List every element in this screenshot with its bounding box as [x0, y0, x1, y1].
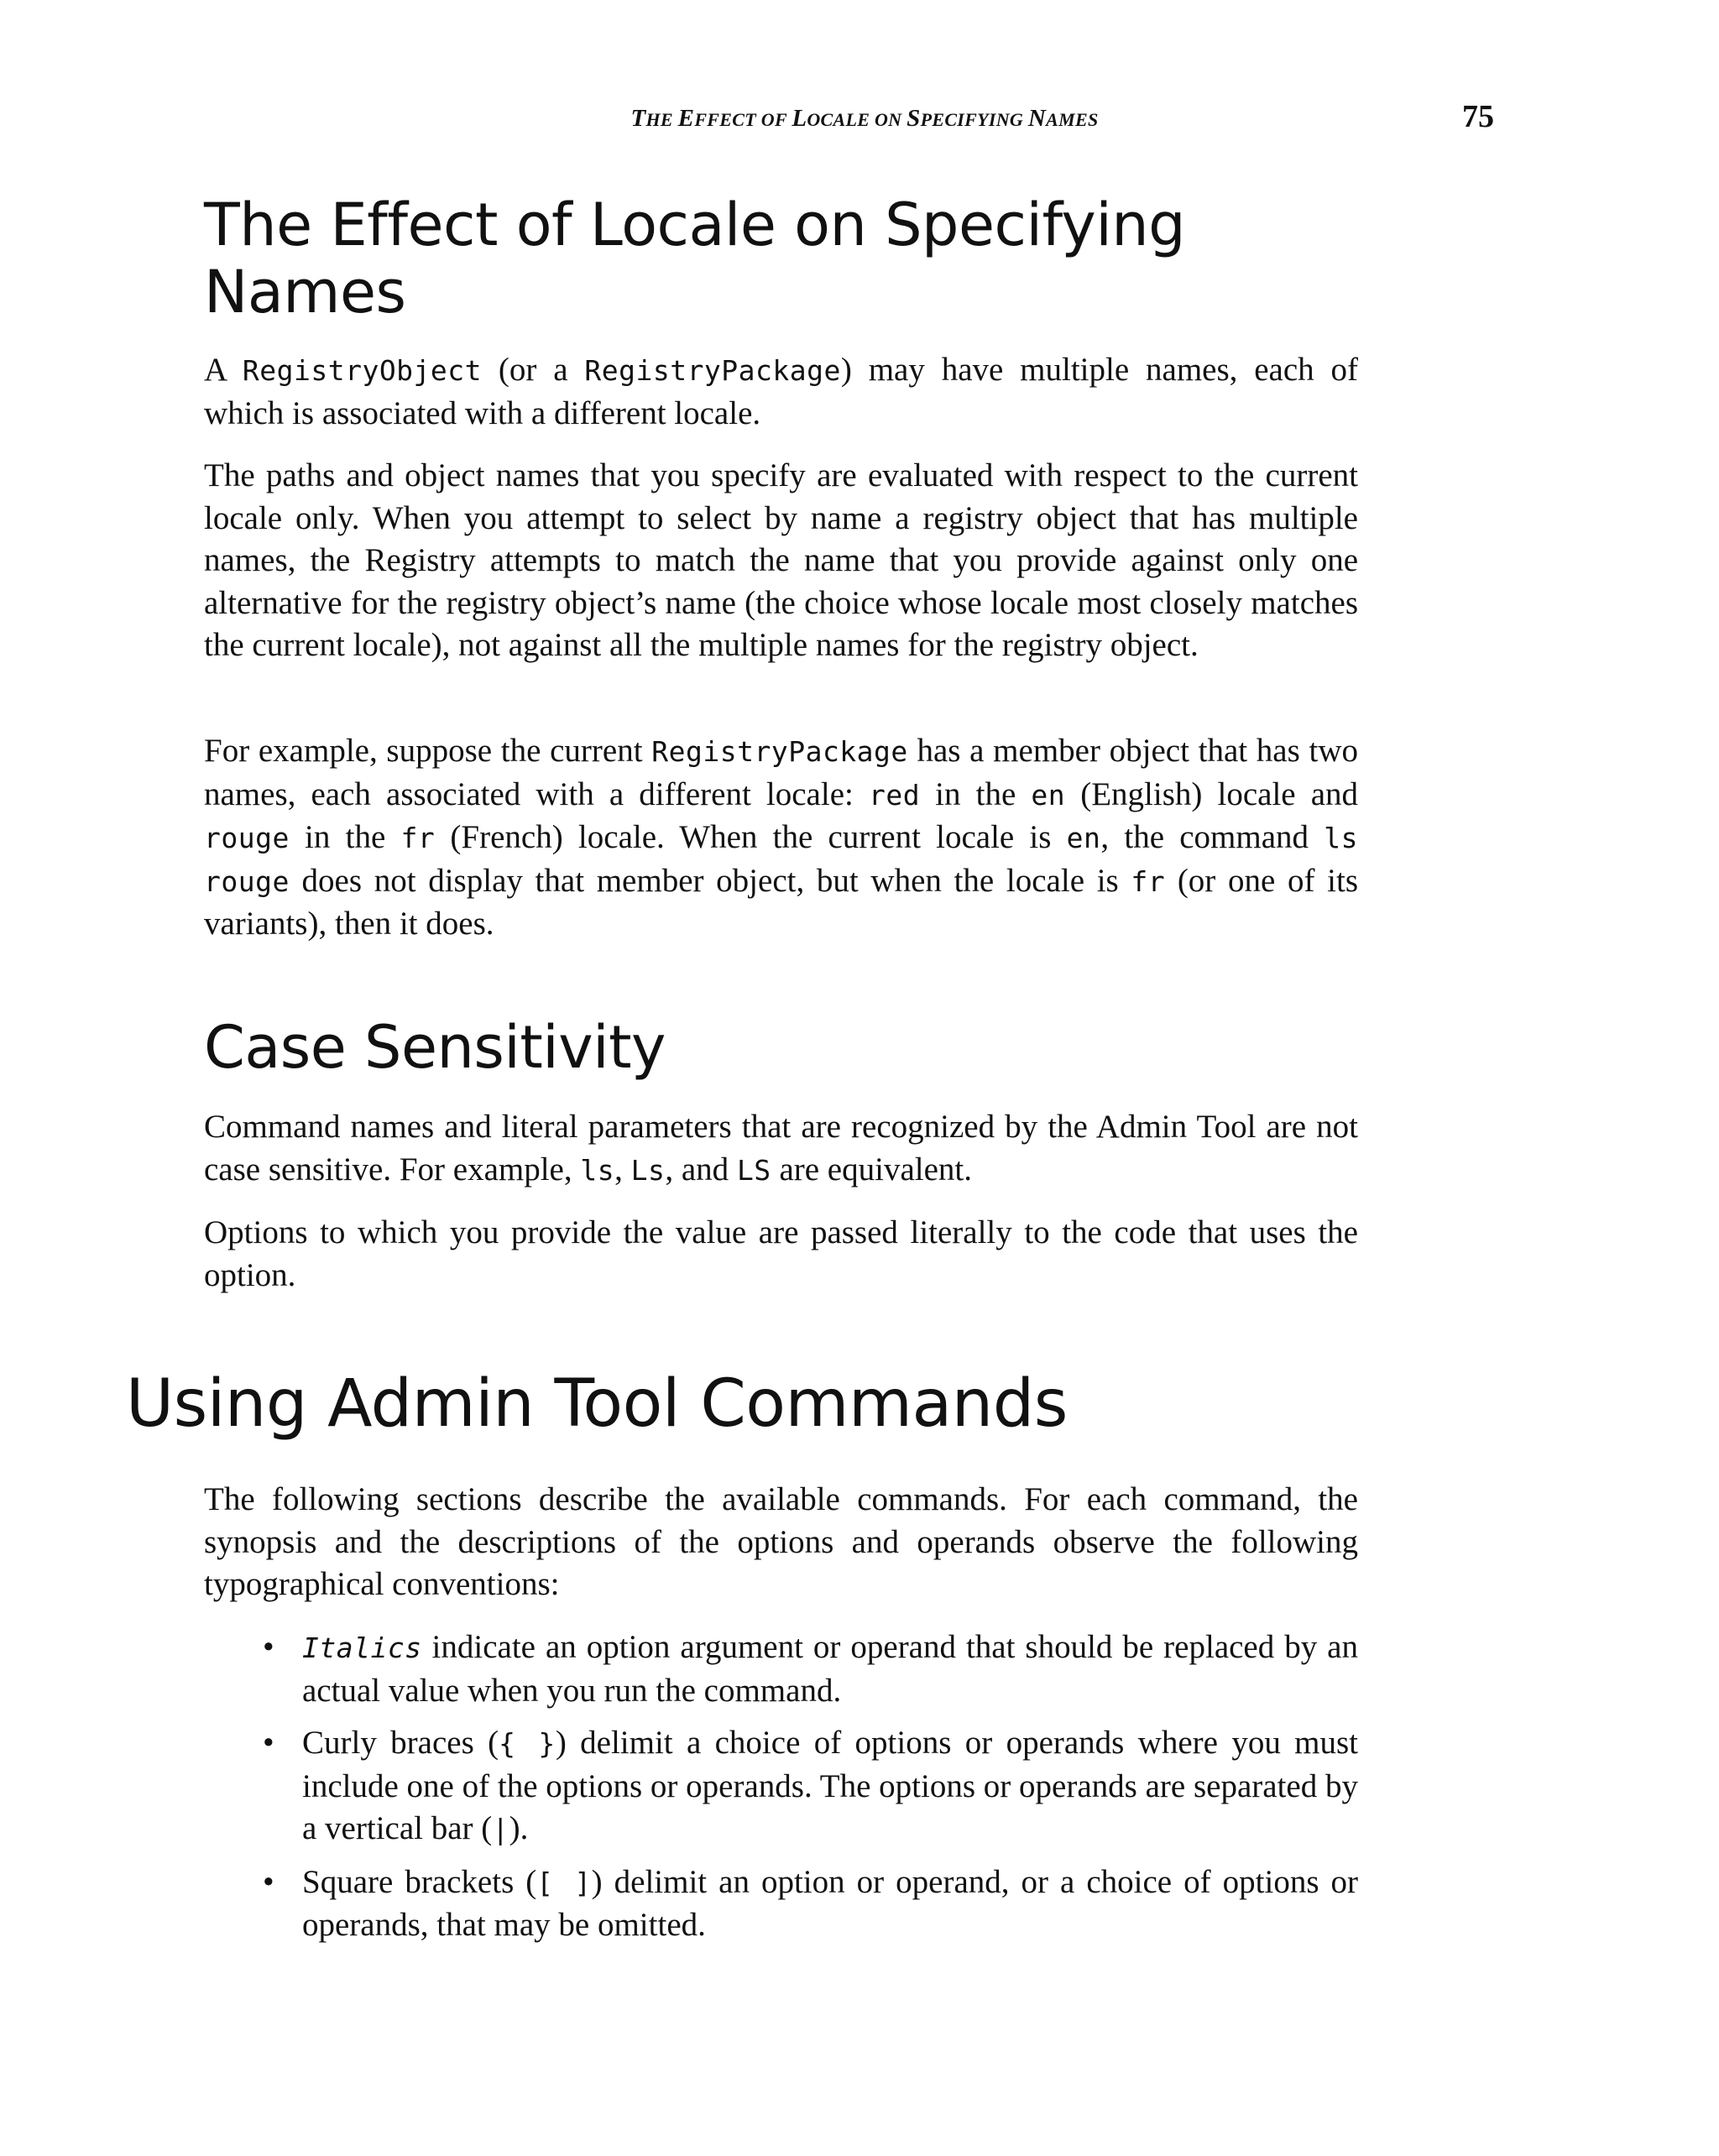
text-run: ) delimit an option or operand, or a choice of options or operands, that may be omitted.	[302, 1863, 1358, 1943]
code-ls-mixed: Ls	[630, 1153, 666, 1187]
text-run: (or one of its variants), then it does.	[204, 862, 1358, 942]
text-run: , the command	[1100, 819, 1325, 855]
running-header-text: AMES	[1046, 109, 1099, 130]
code-square-brackets: [ ]	[536, 1866, 592, 1899]
code-italics: Italics	[302, 1631, 422, 1664]
running-header-text: OCALE ON	[807, 109, 907, 130]
list-item	[204, 1722, 1358, 1851]
list-item	[204, 1626, 1358, 1712]
text-run: A	[204, 352, 243, 388]
text-run: does not display that member object, but when the locale is	[289, 862, 1131, 899]
code-fr: fr	[1131, 864, 1166, 898]
text-run: in the	[920, 775, 1032, 812]
text-run: Curly braces (	[302, 1725, 499, 1761]
paragraph-locale-2: The paths and object names that you specify are evaluated with respect to the current locale only. When you attempt to select by name a registry object that has multiple names, the Registry attempts to match the name that you provide against only one alternative for the registry object’s name (the choice whose locale most closely matches the current locale), not against all the multiple names for the registry object.	[204, 457, 1358, 663]
conventions-list	[204, 1626, 1358, 1957]
running-header-text: PECIFYING	[920, 109, 1028, 130]
paragraph-commands-intro: The following sections describe the available commands. For each command, the synopsis and the descriptions of the options and operands observe the following typographical conventions:	[204, 1481, 1358, 1602]
bullet-icon: •	[263, 1629, 274, 1665]
code-registrypackage: RegistryPackage	[651, 735, 908, 768]
text-run: (or a	[482, 352, 585, 388]
running-header-text: S	[907, 105, 921, 132]
code-en: en	[1066, 822, 1101, 854]
code-fr: fr	[400, 822, 436, 854]
heading-line: The Effect of Locale on Specifying	[204, 191, 1186, 259]
chapter-heading-commands: Using Admin Tool Commands	[126, 1366, 1068, 1442]
page-number: 75	[1462, 99, 1494, 134]
code-rouge: rouge	[204, 822, 290, 854]
list-item	[204, 1861, 1358, 1947]
code-curly-braces: { }	[499, 1727, 556, 1760]
text-run: (English) locale and	[1065, 775, 1358, 812]
code-red: red	[868, 778, 921, 812]
bullet-icon: •	[263, 1863, 274, 1900]
text-run: indicate an option argument or operand that should be replaced by an actual value when you run the command.	[302, 1629, 1358, 1709]
code-ls: ls	[580, 1153, 615, 1187]
text-run: ) delimit a choice of options or operands where you must include one of the options or operands. The options or operands are separated by a vertical bar (	[302, 1725, 1359, 1846]
text-run: Command names and literal parameters that are recognized by the Admin Tool are not case sensitive. For example,	[204, 1109, 1358, 1188]
text-run: , and	[665, 1151, 737, 1188]
paragraph-locale-1	[204, 349, 1358, 435]
code-registrypackage: RegistryPackage	[584, 354, 841, 387]
running-header-text: HE	[645, 109, 678, 130]
section-heading-locale	[204, 191, 1379, 326]
text-run: has a member object that has two names, each associated with a different locale:	[204, 733, 1358, 812]
heading-line: Names	[204, 258, 406, 326]
text-run: ).	[509, 1810, 529, 1846]
running-header-text: FFECT OF	[694, 109, 792, 130]
code-ls-rouge: ls rouge	[204, 822, 1359, 898]
text-run: Square brackets (	[302, 1863, 537, 1900]
running-header	[554, 102, 1175, 137]
text-run: are equivalent.	[771, 1151, 972, 1188]
running-header-text: L	[792, 105, 807, 132]
running-header-text: T	[630, 105, 646, 132]
paragraph-case-1	[204, 1106, 1358, 1192]
paragraph-case-2: Options to which you provide the value are passed literally to the code that uses the option.	[204, 1214, 1358, 1293]
paragraph-locale-3	[204, 730, 1358, 946]
running-header-text: N	[1027, 105, 1047, 132]
running-header-text: E	[677, 105, 695, 132]
text-run: ,	[614, 1151, 631, 1188]
text-run: (French) locale. When the current locale is	[435, 819, 1067, 855]
code-ls-upper: LS	[736, 1153, 771, 1187]
bullet-icon: •	[263, 1725, 274, 1761]
code-vertical-bar: |	[492, 1813, 509, 1845]
code-registryobject: RegistryObject	[242, 354, 483, 387]
section-heading-case-sensitivity: Case Sensitivity	[204, 1013, 666, 1082]
text-run: in the	[289, 819, 401, 855]
text-run: ) may have multiple names, each of which is associated with a different locale.	[204, 352, 1358, 431]
text-run: For example, suppose the current	[204, 733, 652, 769]
code-en: en	[1031, 778, 1066, 812]
